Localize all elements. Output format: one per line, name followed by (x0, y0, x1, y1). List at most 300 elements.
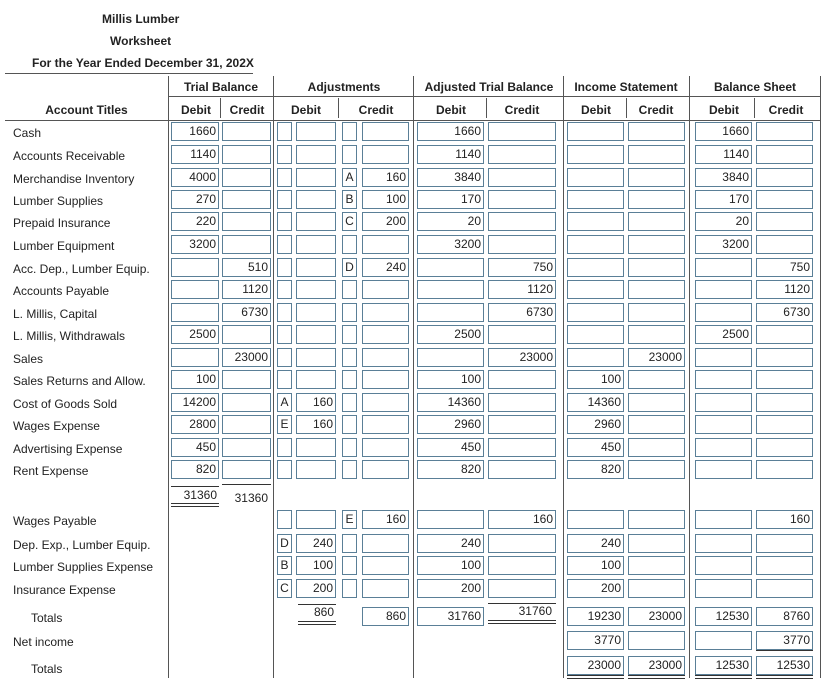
is-dr-field[interactable]: 450 (567, 438, 624, 457)
is-cr-field[interactable] (628, 370, 685, 389)
atb-cr-field[interactable]: 160 (488, 510, 556, 529)
is-cr-field[interactable] (628, 556, 685, 575)
header-account-titles: Account Titles (45, 103, 128, 117)
tb-dr-field[interactable] (171, 258, 219, 277)
adjustment-key-field[interactable] (277, 258, 292, 277)
bs-dr-field[interactable] (695, 510, 752, 529)
is-dr-field[interactable] (567, 122, 624, 141)
atb-cr-field[interactable] (488, 190, 556, 209)
atb-cr-field[interactable] (488, 145, 556, 164)
tb-cr-field[interactable] (222, 190, 271, 209)
account-title: Sales Returns and Allow. (13, 374, 146, 388)
bs-dr-field[interactable] (695, 280, 752, 299)
tb-dr-field[interactable]: 2500 (171, 325, 219, 344)
net-income-is-cr-field[interactable] (628, 631, 685, 650)
bs-dr-field[interactable]: 3840 (695, 168, 752, 187)
bs-dr-total-field[interactable]: 12530 (695, 607, 752, 626)
adj-dr-field[interactable] (296, 348, 336, 367)
adj-cr-total-field[interactable]: 860 (362, 607, 409, 626)
is-cr-field[interactable] (628, 303, 685, 322)
adjustment-key-field[interactable] (342, 415, 357, 434)
atb-cr-field[interactable] (488, 325, 556, 344)
bs-cr-field[interactable] (756, 168, 813, 187)
tb-dr-field[interactable]: 4000 (171, 168, 219, 187)
bs-dr-field[interactable]: 20 (695, 212, 752, 231)
is-dr-field[interactable]: 2960 (567, 415, 624, 434)
column-divider (168, 76, 169, 678)
is-dr-field[interactable] (567, 168, 624, 187)
adj-cr-field[interactable]: 160 (362, 510, 409, 529)
is-dr-field[interactable] (567, 145, 624, 164)
adjustment-key-field[interactable] (342, 438, 357, 457)
tb-dr-field[interactable]: 220 (171, 212, 219, 231)
is-cr-field[interactable] (628, 235, 685, 254)
is-dr-field[interactable] (567, 348, 624, 367)
adjustment-key-field[interactable] (277, 190, 292, 209)
atb-dr-field[interactable]: 1660 (417, 122, 484, 141)
adj-dr-field[interactable] (296, 438, 336, 457)
header-atb-credit: Credit (504, 103, 540, 117)
bs-cr-field[interactable] (756, 534, 813, 553)
final-total-double-rule (695, 675, 752, 679)
tb-cr-field[interactable]: 6730 (222, 303, 271, 322)
period-title: For the Year Ended December 31, 202X (32, 56, 254, 70)
adj-dr-field[interactable]: 160 (296, 415, 336, 434)
final-bs-cr-field[interactable]: 12530 (756, 656, 813, 675)
adjustment-key-field[interactable]: C (342, 212, 357, 231)
is-dr-field[interactable]: 200 (567, 579, 624, 598)
is-cr-field[interactable] (628, 534, 685, 553)
bs-dr-field[interactable] (695, 579, 752, 598)
totals-label: Totals (31, 611, 63, 625)
is-dr-field[interactable]: 820 (567, 460, 624, 479)
atb-dr-field[interactable] (417, 280, 484, 299)
atb-cr-field[interactable] (488, 393, 556, 412)
atb-cr-field[interactable] (488, 534, 556, 553)
adj-dr-field[interactable] (296, 235, 336, 254)
atb-cr-field[interactable] (488, 415, 556, 434)
atb-dr-field[interactable]: 100 (417, 370, 484, 389)
is-dr-field[interactable] (567, 303, 624, 322)
atb-cr-field[interactable] (488, 168, 556, 187)
is-cr-field[interactable] (628, 415, 685, 434)
adj-dr-field[interactable] (296, 303, 336, 322)
bs-cr-field[interactable] (756, 212, 813, 231)
adjustment-key-field[interactable] (277, 348, 292, 367)
adj-dr-field[interactable] (296, 370, 336, 389)
adjustment-key-field[interactable] (277, 510, 292, 529)
tb-cr-field[interactable]: 1120 (222, 280, 271, 299)
tb-dr-field[interactable]: 1140 (171, 145, 219, 164)
account-title: Prepaid Insurance (13, 216, 111, 230)
tb-cr-field[interactable] (222, 370, 271, 389)
account-title: L. Millis, Withdrawals (13, 329, 126, 343)
bs-cr-field[interactable] (756, 325, 813, 344)
atb-dr-field[interactable]: 200 (417, 579, 484, 598)
bs-cr-field[interactable] (756, 556, 813, 575)
adjustment-key-field[interactable] (277, 438, 292, 457)
account-title: Merchandise Inventory (13, 172, 135, 186)
adjustment-key-field[interactable]: C (277, 579, 292, 598)
header-adj-credit: Credit (358, 103, 394, 117)
final-is-cr-field[interactable]: 23000 (628, 656, 685, 675)
adjustment-key-field[interactable]: E (277, 415, 292, 434)
atb-dr-field[interactable]: 820 (417, 460, 484, 479)
is-dr-field[interactable] (567, 325, 624, 344)
adj-cr-field[interactable] (362, 145, 409, 164)
tb-total-rule (171, 486, 219, 487)
atb-cr-field[interactable]: 1120 (488, 280, 556, 299)
adjustment-key-field[interactable] (277, 325, 292, 344)
adj-cr-field[interactable]: 240 (362, 258, 409, 277)
atb-dr-field[interactable]: 2960 (417, 415, 484, 434)
atb-cr-field[interactable]: 6730 (488, 303, 556, 322)
adj-dr-field[interactable] (296, 145, 336, 164)
tb-cr-field[interactable]: 510 (222, 258, 271, 277)
adjustment-key-field[interactable] (342, 280, 357, 299)
adjustment-key-field[interactable] (342, 370, 357, 389)
tb-cr-field[interactable] (222, 438, 271, 457)
adj-dr-field[interactable] (296, 122, 336, 141)
bs-dr-field[interactable] (695, 348, 752, 367)
adj-dr-field[interactable] (296, 190, 336, 209)
adj-total-debit: 860 (313, 605, 334, 619)
group-income-statement: Income Statement (574, 80, 678, 94)
is-dr-field[interactable] (567, 235, 624, 254)
adj-cr-field[interactable] (362, 122, 409, 141)
account-title: Dep. Exp., Lumber Equip. (13, 538, 151, 552)
is-cr-field[interactable] (628, 258, 685, 277)
adjustment-key-field[interactable] (342, 393, 357, 412)
bs-dr-field[interactable] (695, 438, 752, 457)
final-is-dr-field[interactable]: 23000 (567, 656, 624, 675)
tb-cr-field[interactable] (222, 145, 271, 164)
group-trial-balance: Trial Balance (183, 80, 259, 94)
atb-cr-field[interactable] (488, 579, 556, 598)
adj-cr-field[interactable] (362, 415, 409, 434)
is-cr-field[interactable] (628, 579, 685, 598)
adj-cr-field[interactable] (362, 460, 409, 479)
tb-total-rule (222, 484, 271, 485)
is-cr-field[interactable] (628, 393, 685, 412)
adjustment-key-field[interactable] (277, 168, 292, 187)
account-title: Accounts Receivable (13, 149, 126, 163)
adj-total-rule (298, 604, 336, 605)
adj-cr-field[interactable] (362, 370, 409, 389)
tb-dr-field[interactable]: 1660 (171, 122, 219, 141)
account-title: Lumber Supplies Expense (13, 560, 154, 574)
atb-dr-field[interactable]: 3840 (417, 168, 484, 187)
adjustment-key-field[interactable] (342, 235, 357, 254)
atb-dr-field[interactable]: 14360 (417, 393, 484, 412)
atb-cr-field[interactable]: 750 (488, 258, 556, 277)
account-title: Wages Expense (13, 419, 100, 433)
tb-cr-field[interactable] (222, 122, 271, 141)
account-title: Cash (13, 126, 42, 140)
atb-cr-field[interactable] (488, 556, 556, 575)
atb-cr-field[interactable] (488, 235, 556, 254)
net-income-is-dr-field[interactable]: 3770 (567, 631, 624, 650)
adj-dr-field[interactable]: 160 (296, 393, 336, 412)
adj-dr-field[interactable] (296, 280, 336, 299)
adjustment-key-field[interactable]: D (277, 534, 292, 553)
bs-cr-total-field[interactable]: 8760 (756, 607, 813, 626)
bs-cr-field[interactable] (756, 370, 813, 389)
tb-cr-field[interactable] (222, 212, 271, 231)
adj-cr-field[interactable] (362, 325, 409, 344)
atb-dr-field[interactable]: 170 (417, 190, 484, 209)
header-adj-debit: Debit (291, 103, 321, 117)
adjustment-key-field[interactable] (277, 370, 292, 389)
is-dr-total-field[interactable]: 19230 (567, 607, 624, 626)
adjustment-key-field[interactable] (342, 556, 357, 575)
atb-dr-total-field[interactable]: 31760 (417, 607, 484, 626)
bs-dr-field[interactable]: 1660 (695, 122, 752, 141)
tb-cr-field[interactable] (222, 460, 271, 479)
header-atb-debit: Debit (436, 103, 466, 117)
adj-dr-field[interactable] (296, 510, 336, 529)
bs-cr-field[interactable] (756, 190, 813, 209)
adj-dr-field[interactable] (296, 460, 336, 479)
atb-cr-field[interactable] (488, 122, 556, 141)
adj-total-double-rule (298, 621, 336, 625)
tb-cr-field[interactable] (222, 325, 271, 344)
adjustment-key-field[interactable]: B (277, 556, 292, 575)
bs-cr-field[interactable]: 6730 (756, 303, 813, 322)
column-divider (486, 98, 487, 118)
tb-cr-field[interactable] (222, 235, 271, 254)
is-dr-field[interactable] (567, 510, 624, 529)
adj-cr-field[interactable] (362, 534, 409, 553)
bs-dr-field[interactable] (695, 534, 752, 553)
company-name: Millis Lumber (102, 12, 180, 26)
tb-cr-field[interactable] (222, 415, 271, 434)
adjustment-key-field[interactable]: B (342, 190, 357, 209)
atb-cr-field[interactable] (488, 370, 556, 389)
is-dr-field[interactable] (567, 212, 624, 231)
adjustment-key-field[interactable]: A (277, 393, 292, 412)
atb-dr-field[interactable] (417, 258, 484, 277)
bs-dr-field[interactable] (695, 303, 752, 322)
tb-dr-field[interactable]: 270 (171, 190, 219, 209)
adj-dr-field[interactable]: 200 (296, 579, 336, 598)
adj-cr-field[interactable]: 160 (362, 168, 409, 187)
tb-dr-field[interactable] (171, 280, 219, 299)
bs-dr-field[interactable] (695, 415, 752, 434)
tb-total-double-rule (171, 503, 219, 507)
is-cr-field[interactable] (628, 510, 685, 529)
adjustment-key-field[interactable] (342, 579, 357, 598)
is-cr-field[interactable] (628, 168, 685, 187)
is-cr-field[interactable] (628, 145, 685, 164)
bs-cr-field[interactable]: 750 (756, 258, 813, 277)
adjustment-key-field[interactable] (342, 122, 357, 141)
atb-dr-field[interactable] (417, 510, 484, 529)
is-dr-field[interactable]: 100 (567, 370, 624, 389)
tb-cr-field[interactable] (222, 168, 271, 187)
tb-dr-field[interactable]: 3200 (171, 235, 219, 254)
bs-dr-field[interactable] (695, 258, 752, 277)
bs-dr-field[interactable] (695, 370, 752, 389)
bs-cr-field[interactable]: 1120 (756, 280, 813, 299)
atb-dr-field[interactable]: 3200 (417, 235, 484, 254)
is-cr-field[interactable]: 23000 (628, 348, 685, 367)
final-totals-label: Totals (31, 662, 63, 676)
adj-dr-field[interactable]: 240 (296, 534, 336, 553)
bs-cr-field[interactable] (756, 145, 813, 164)
adjustment-key-field[interactable] (342, 460, 357, 479)
is-cr-field[interactable] (628, 325, 685, 344)
tb-dr-field[interactable] (171, 348, 219, 367)
bs-dr-field[interactable]: 2500 (695, 325, 752, 344)
adjustment-key-field[interactable]: D (342, 258, 357, 277)
net-income-rule (756, 650, 813, 651)
bs-cr-field[interactable] (756, 579, 813, 598)
column-divider (563, 76, 564, 678)
adj-cr-field[interactable] (362, 556, 409, 575)
adjustment-key-field[interactable] (277, 145, 292, 164)
atb-dr-field[interactable]: 20 (417, 212, 484, 231)
adj-cr-field[interactable]: 200 (362, 212, 409, 231)
tb-dr-field[interactable]: 100 (171, 370, 219, 389)
is-dr-field[interactable] (567, 280, 624, 299)
adjustment-key-field[interactable] (342, 303, 357, 322)
header-is-credit: Credit (638, 103, 674, 117)
adjustment-key-field[interactable]: A (342, 168, 357, 187)
bs-cr-field[interactable] (756, 438, 813, 457)
adjustment-key-field[interactable] (277, 235, 292, 254)
atb-cr-field[interactable] (488, 460, 556, 479)
tb-dr-field[interactable]: 820 (171, 460, 219, 479)
is-dr-field[interactable] (567, 258, 624, 277)
adjustment-key-field[interactable] (277, 122, 292, 141)
atb-dr-field[interactable]: 450 (417, 438, 484, 457)
final-total-double-rule (628, 675, 685, 679)
atb-total-credit: 31760 (518, 604, 552, 618)
final-total-double-rule (756, 675, 813, 679)
atb-dr-field[interactable]: 100 (417, 556, 484, 575)
is-dr-field[interactable]: 100 (567, 556, 624, 575)
bs-cr-field[interactable] (756, 415, 813, 434)
header-is-debit: Debit (581, 103, 611, 117)
adj-dr-field[interactable] (296, 168, 336, 187)
column-divider (820, 76, 821, 678)
adj-dr-field[interactable] (296, 212, 336, 231)
bs-cr-field[interactable]: 160 (756, 510, 813, 529)
adjustment-key-field[interactable] (277, 460, 292, 479)
bs-dr-field[interactable] (695, 393, 752, 412)
bs-cr-field[interactable] (756, 460, 813, 479)
bs-dr-field[interactable] (695, 460, 752, 479)
is-cr-field[interactable] (628, 438, 685, 457)
bs-cr-field[interactable] (756, 348, 813, 367)
final-total-double-rule (567, 675, 624, 679)
bs-cr-field[interactable] (756, 393, 813, 412)
adjustment-key-field[interactable] (342, 145, 357, 164)
tb-dr-field[interactable]: 450 (171, 438, 219, 457)
group-balance-sheet: Balance Sheet (713, 80, 797, 94)
adj-cr-field[interactable] (362, 235, 409, 254)
atb-dr-field[interactable]: 240 (417, 534, 484, 553)
column-divider (220, 98, 221, 118)
is-cr-field[interactable] (628, 460, 685, 479)
tb-dr-field[interactable]: 2800 (171, 415, 219, 434)
atb-cr-field[interactable] (488, 212, 556, 231)
group-adjusted-trial-balance: Adjusted Trial Balance (424, 80, 554, 94)
account-title: Rent Expense (13, 464, 89, 478)
net-income-bs-cr-field[interactable]: 3770 (756, 631, 813, 650)
bs-dr-field[interactable] (695, 556, 752, 575)
is-cr-field[interactable] (628, 190, 685, 209)
adj-cr-field[interactable] (362, 303, 409, 322)
adj-dr-field[interactable] (296, 325, 336, 344)
adjustment-key-field[interactable] (277, 212, 292, 231)
adj-cr-field[interactable] (362, 280, 409, 299)
adjustment-key-field[interactable] (342, 534, 357, 553)
adjustment-key-field[interactable] (277, 280, 292, 299)
adjustment-key-field[interactable]: E (342, 510, 357, 529)
atb-cr-field[interactable] (488, 438, 556, 457)
tb-dr-field[interactable] (171, 303, 219, 322)
is-cr-field[interactable] (628, 280, 685, 299)
bs-cr-field[interactable] (756, 235, 813, 254)
atb-total-rule (488, 603, 556, 604)
adj-cr-field[interactable] (362, 393, 409, 412)
adjustment-key-field[interactable] (342, 348, 357, 367)
is-cr-total-field[interactable]: 23000 (628, 607, 685, 626)
is-dr-field[interactable]: 14360 (567, 393, 624, 412)
column-divider (689, 76, 690, 678)
bs-dr-field[interactable]: 170 (695, 190, 752, 209)
atb-total-double-rule (488, 620, 556, 624)
final-bs-dr-field[interactable]: 12530 (695, 656, 752, 675)
net-income-label: Net income (13, 635, 74, 649)
bs-cr-field[interactable] (756, 122, 813, 141)
adj-cr-field[interactable] (362, 579, 409, 598)
adj-cr-field[interactable]: 100 (362, 190, 409, 209)
account-title: Accounts Payable (13, 284, 110, 298)
is-cr-field[interactable] (628, 212, 685, 231)
column-divider (338, 98, 339, 118)
atb-cr-field[interactable]: 23000 (488, 348, 556, 367)
adj-cr-field[interactable] (362, 348, 409, 367)
atb-dr-field[interactable]: 1140 (417, 145, 484, 164)
adjustment-key-field[interactable] (342, 325, 357, 344)
adjustment-key-field[interactable] (277, 303, 292, 322)
bs-dr-field[interactable]: 1140 (695, 145, 752, 164)
tb-total-debit: 31360 (183, 488, 217, 502)
net-income-bs-dr-field[interactable] (695, 631, 752, 650)
tb-cr-field[interactable]: 23000 (222, 348, 271, 367)
column-divider (754, 98, 755, 118)
atb-dr-field[interactable] (417, 348, 484, 367)
account-title: Cost of Goods Sold (13, 397, 118, 411)
atb-dr-field[interactable] (417, 303, 484, 322)
adj-dr-field[interactable]: 100 (296, 556, 336, 575)
tb-total-credit: 31360 (234, 491, 268, 505)
is-dr-field[interactable]: 240 (567, 534, 624, 553)
column-divider (626, 98, 627, 118)
adj-dr-field[interactable] (296, 258, 336, 277)
tb-cr-field[interactable] (222, 393, 271, 412)
adj-cr-field[interactable] (362, 438, 409, 457)
bs-dr-field[interactable]: 3200 (695, 235, 752, 254)
account-title: Sales (13, 352, 44, 366)
atb-dr-field[interactable]: 2500 (417, 325, 484, 344)
is-dr-field[interactable] (567, 190, 624, 209)
tb-dr-field[interactable]: 14200 (171, 393, 219, 412)
is-cr-field[interactable] (628, 122, 685, 141)
